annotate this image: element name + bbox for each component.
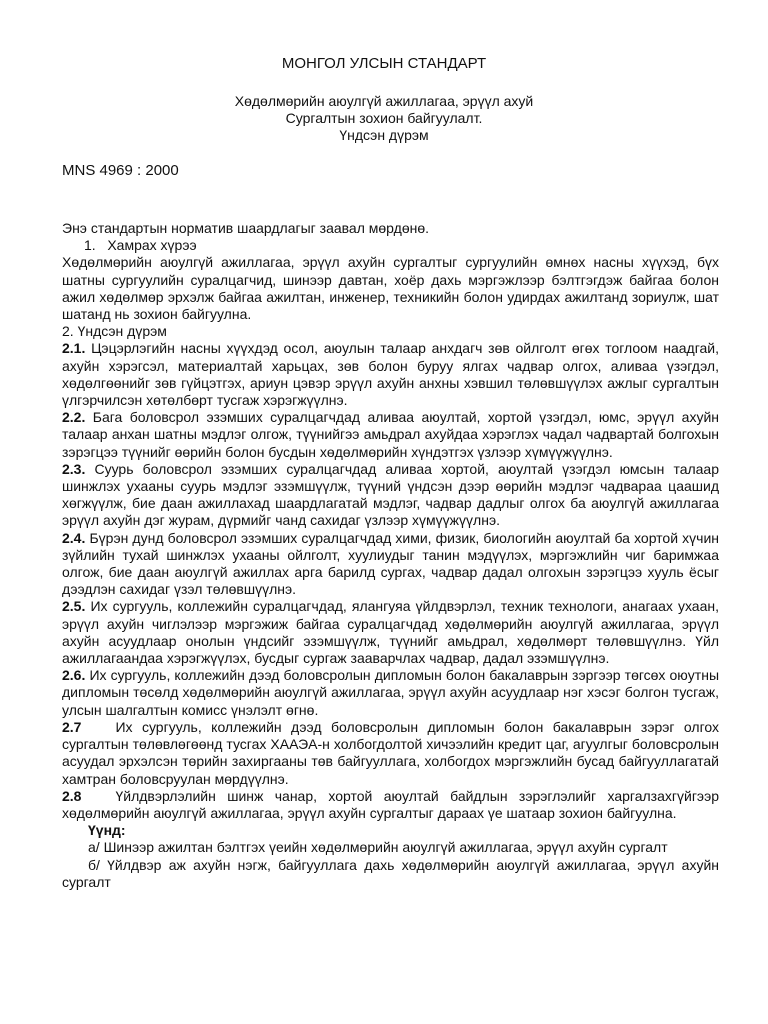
item-2-4 [62,530,719,599]
document-body [62,220,719,891]
item-text: Суурь боловсрол эзэмших суралцагчдад аливаа хортой, аюултай үзэгдэл юмсын талаар шинжлэх ухааны суурь мэдлэг эзэмшүүлж, түүний үндсэн дээр өөрийн мэдлэг чадвараа цаашид хөгжүүлж, бие даан ажиллахад шаардлагатай мэдлэг, чадвар дадлыг олгох ба аюулгүй ажиллагаа эрүүл ахуйн дэг журам, дүрмийг чанд сахидаг үзлээр хүмүүжүүлнэ. [62,460,720,529]
item-text: Их сургууль, коллежийн дээд боловсролын дипломын болон бакалаврын зэрэг олгох сургалтын төлөвлөгөөнд тусгах ХААЭА-н холбогдолтой хичээлийн кредит цаг, агуулгыг боловсролын асуудал эрхэлсэн төрийн захиргааны төв байгууллага, холбогдох мэргэжлийн бусад байгууллагатай хамтран боловсруулан мөрдүүлнэ. [62,718,719,787]
document-subtitle-3: Үндсэн дүрэм [339,127,429,143]
item-2-7 [62,719,719,788]
item-number: 2.6. [62,667,86,684]
yund-label-text: Үүнд: [88,822,126,839]
item-number: 2.3. [62,460,86,477]
item-2-6 [62,667,719,719]
standard-code: MNS 4969 : 2000 [62,162,179,179]
standard-title: МОНГОЛ УЛСЫН СТАНДАРТ [281,55,487,72]
item-2-8 [62,788,719,822]
sub-item-a: а/ Шинээр ажилтан бэлтгэх үеийн хөдөлмөрийн аюулгүй ажиллагаа, эрүүл ахуйн сургалт [88,839,668,856]
section-2-heading: 2. Үндсэн дүрэм [62,323,167,340]
sub-item-b: б/ Үйлдвэр аж ахуйн нэгж, байгууллага дахь хөдөлмөрийн аюулгүй ажиллагаа, эрүүл ахуйн сургалт [62,856,719,890]
item-number: 2.1. [62,340,86,357]
item-2-5 [62,598,719,667]
item-2-3 [62,461,719,530]
item-number: 2.2. [62,409,86,426]
item-text: Бага боловсрол эзэмших суралцагчдад аливаа аюултай, хортой үзэгдэл, юмс, эрүүл ахуйн талаар анхан шатны мэдлэг олгож, түүнийгээ амьдрал ахуйдаа хэрэглэх чадал чадвартай болгохын зэрэгцээ түүнийг өөрийн болон бусдын хөдөлмөрийн хүндэтгэх үзлээр хүмүүжүүлнэ. [62,409,720,460]
item-2-1 [62,340,719,409]
item-text: Бүрэн дунд боловсрол эзэмших суралцагчдад хими, физик, биологийн аюултай ба хортой хүчин зүйлийн тухай шинжлэх ухааны ойлголт, хуулиудыг танин мэдүүлэх, мэргэжлийн чиг баримжаа олгож, бие даан аюулгүй ажиллах арга барилд сургах, чадвар дадал олгохын зэрэгцээ хууль ёсыг дээдлэн сахидаг үзэл төлөвшүүлнэ. [62,529,719,598]
item-number: 2.7 [62,718,82,735]
item-2-2 [62,409,719,461]
section-1-text: Хөдөлмөрийн аюулгүй ажиллагаа, эрүүл ахуйн сургалтыг сургуулийн өмнөх насны хүүхэд, бүх шатны сургуулийн суралцагчид, шинээр давтан, хоёр дахь мэргэжлээр бэлтгэгдэж байгаа болон ажил хөдөлмөр эрхэлж байгаа ажилтан, инженер, техникийн болон удирдах ажилтанд зориулж, шат шатанд нь зохион байгуулна. [62,254,719,323]
item-text: Их сургууль, коллежийн суралцагчдад, ялангуяа үйлдвэрлэл, техник технологи, анагаах ухаан, эрүүл ахуйн чиглэлээр мэргэжиж байгаа суралцагчдад хөдөлмөрийн аюулгүй ажиллагаа, эрүүл ахуйн асуудлаар онолын үндсийг эзэмшүүлж, түүнийг амьдрал, хөдөлмөрт төлөвшүүлнэ. Үйл ажиллагаандаа хэрэгжүүлэх, бусдыг сургаж зааварчлах чадвар, дадал эзэмшүүлнэ. [62,598,720,667]
item-number: 2.4. [62,529,86,546]
document-subtitle-1: Хөдөлмөрийн аюулгүй ажиллагаа, эрүүл ахуй [234,93,534,109]
document-subtitle-2: Сургалтын зохион байгуулалт. [285,110,483,126]
section-1-heading: 1. Хамрах хүрээ [84,237,197,254]
item-text: Үйлдвэрлэлийн шинж чанар, хортой аюултай байдлын зэрэглэлийг харгалзахгүйгээр хөдөлмөрийн аюулгүй ажиллагаа, эрүүл ахуйн сургалтыг дараах үе шатаар зохион байгуулна. [62,787,719,821]
yund-label [62,822,719,839]
item-number: 2.5. [62,598,86,615]
intro-paragraph: Энэ стандартын норматив шаардлагыг заавал мөрдөнө. [62,220,430,236]
item-text: Их сургууль, коллежийн дээд боловсролын дипломын болон бакалаврын зэргээр төгсөх оюутны дипломын төсөлд хөдөлмөрийн аюулгүй ажиллагаа, эрүүл ахуйн асуудлаар нэг хэсэг болгон тусгаж, улсын шалгалтын комисс үнэлэлт өгнө. [62,667,720,718]
item-number: 2.8 [62,787,82,804]
item-text: Цэцэрлэгийн насны хүүхдэд осол, аюулын талаар анхдагч зөв ойлголт өгөх тоглоом наадгай, ахуйн хэрэгсэл, материалтай харьцах, зөв болон буруу ялгах чадвар олгох, аливаа үзэгдэл, хөдөлгөөнийг зөв гүйцэтгэх, ариун цэвэр эрүүл ахуйн анхны хэвшил төлөвшүүлэх ажлыг сургалтын үлгэрчилсэн хөтөлбөрт тусгаж хэрэгжүүлнэ. [62,340,720,409]
